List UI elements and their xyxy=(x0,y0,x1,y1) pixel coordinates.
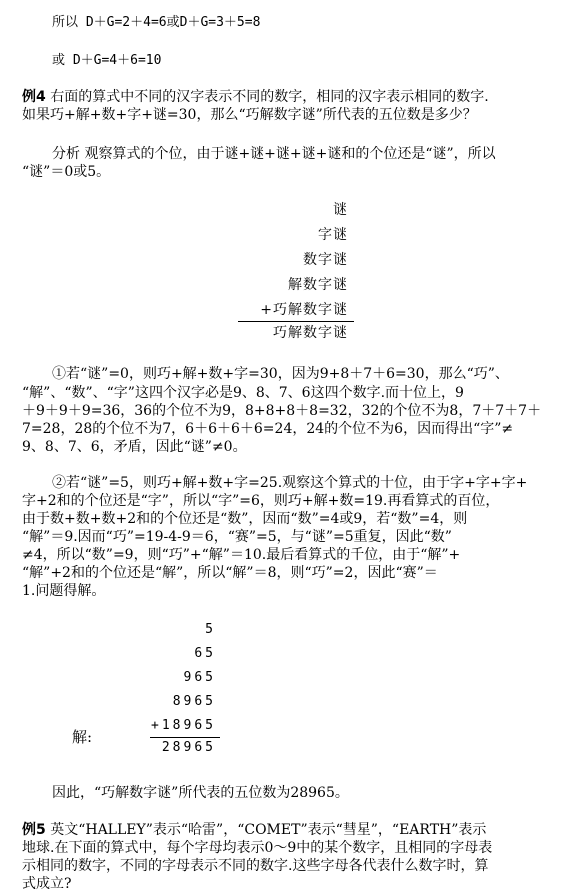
puzzle-row-3: 数字谜 xyxy=(303,252,348,268)
case1-line-4: 7=28，28的个位不为7，6＋6＋6＋6=24，24的个位不为6，因而得出“字”≠ xyxy=(22,421,514,437)
case2-line-3: 由于数+数+数+2和的个位还是“数”，因而“数”=4或9，若“数”=4，则 xyxy=(22,511,468,527)
solution-row-3: 965 xyxy=(183,670,216,685)
puzzle-result: 巧解数字谜 xyxy=(273,325,348,341)
puzzle-row-5: +巧解数字谜 xyxy=(260,302,348,318)
case2-line-4: “解”＝9.因而“巧”=19-4-9＝6，“赛”=5，与“谜”=5重复，因此“数” xyxy=(22,529,452,545)
solution-row-4: 8965 xyxy=(172,694,216,709)
example4-label: 例4 xyxy=(22,89,46,105)
solution-result: 28965 xyxy=(161,740,216,755)
case1-line-2: “解”、“数”、“字”这四个汉字必是9、8、7、6这四个数字.而十位上，9 xyxy=(22,385,464,401)
case2-line-6: “解”+2和的个位还是“解”，所以“解”＝8，则“巧”=2，因此“赛”＝ xyxy=(22,565,438,581)
analysis-line-2: “谜”＝0或5。 xyxy=(22,164,111,180)
example4-line-2: 如果巧+解+数+字+谜=30，那么“巧解数字谜”所代表的五位数是多少？ xyxy=(22,107,477,123)
solution-row-5: +18965 xyxy=(151,718,216,733)
puzzle-row-4: 解数字谜 xyxy=(288,277,348,293)
case1-line-1: ①若“谜”=0，则巧+解+数+字=30，因为9+8＋7＋6=30，那么“巧”、 xyxy=(52,366,509,382)
case2-line-5: ≠4，所以“数”=9，则“巧”+“解”＝10.最后看算式的千位，由于“解”+ xyxy=(22,547,461,563)
analysis-line-1: 分析 观察算式的个位，由于谜+谜+谜+谜+谜和的个位还是“谜”，所以 xyxy=(52,146,496,162)
case2-line-7: 1.问题得解。 xyxy=(22,583,106,599)
example5-line-1 xyxy=(22,821,486,839)
example5-text-1: 英文“HALLEY”表示“哈雷”，“COMET”表示“彗星”，“EARTH”表示 xyxy=(50,822,487,838)
conclusion-line: 因此，“巧解数字谜”所代表的五位数为28965。 xyxy=(52,785,349,801)
solution-row-2: 65 xyxy=(194,646,216,661)
example5-line-3: 示相同的数字，不同的字母表示不同的数字.这些字母各代表什么数字时，算 xyxy=(22,858,489,874)
case2-line-1: ②若“谜”=5，则巧+解+数+字=25.观察这个算式的十位，由于字+字+字+ xyxy=(52,475,528,491)
puzzle-sum-rule xyxy=(238,321,354,322)
example5-line-4: 式成立? xyxy=(22,876,72,892)
solution-label: 解: xyxy=(72,728,93,746)
example5-line-2: 地球.在下面的算式中，每个字母均表示0～9中的某个数字，且相同的字母表 xyxy=(22,840,493,856)
example5-label: 例5 xyxy=(22,822,46,838)
solution-row-1: 5 xyxy=(205,622,216,637)
example4-line-1 xyxy=(22,88,489,106)
puzzle-row-1: 谜 xyxy=(333,202,348,218)
case2-line-2: 字+2和的个位还是“字”，所以“字”=6，则巧+解+数=19.再看算式的百位， xyxy=(22,493,500,509)
header-line-1: 所以 D＋G=2＋4=6或D＋G=3＋5=8 xyxy=(52,15,261,30)
case1-line-3: ＋9＋9＋9=36，36的个位不为9，8+8+8＋8=32，32的个位不为8，7＋7＋7＋ xyxy=(22,403,542,419)
puzzle-row-2: 字谜 xyxy=(318,227,348,243)
example4-text-1: 右面的算式中不同的汉字表示不同的数字，相同的汉字表示相同的数字. xyxy=(50,89,489,105)
header-line-2: 或 D＋G=4＋6=10 xyxy=(52,53,162,68)
case1-line-5: 9、8、7、6，矛盾，因此“谜”≠0。 xyxy=(22,439,247,455)
